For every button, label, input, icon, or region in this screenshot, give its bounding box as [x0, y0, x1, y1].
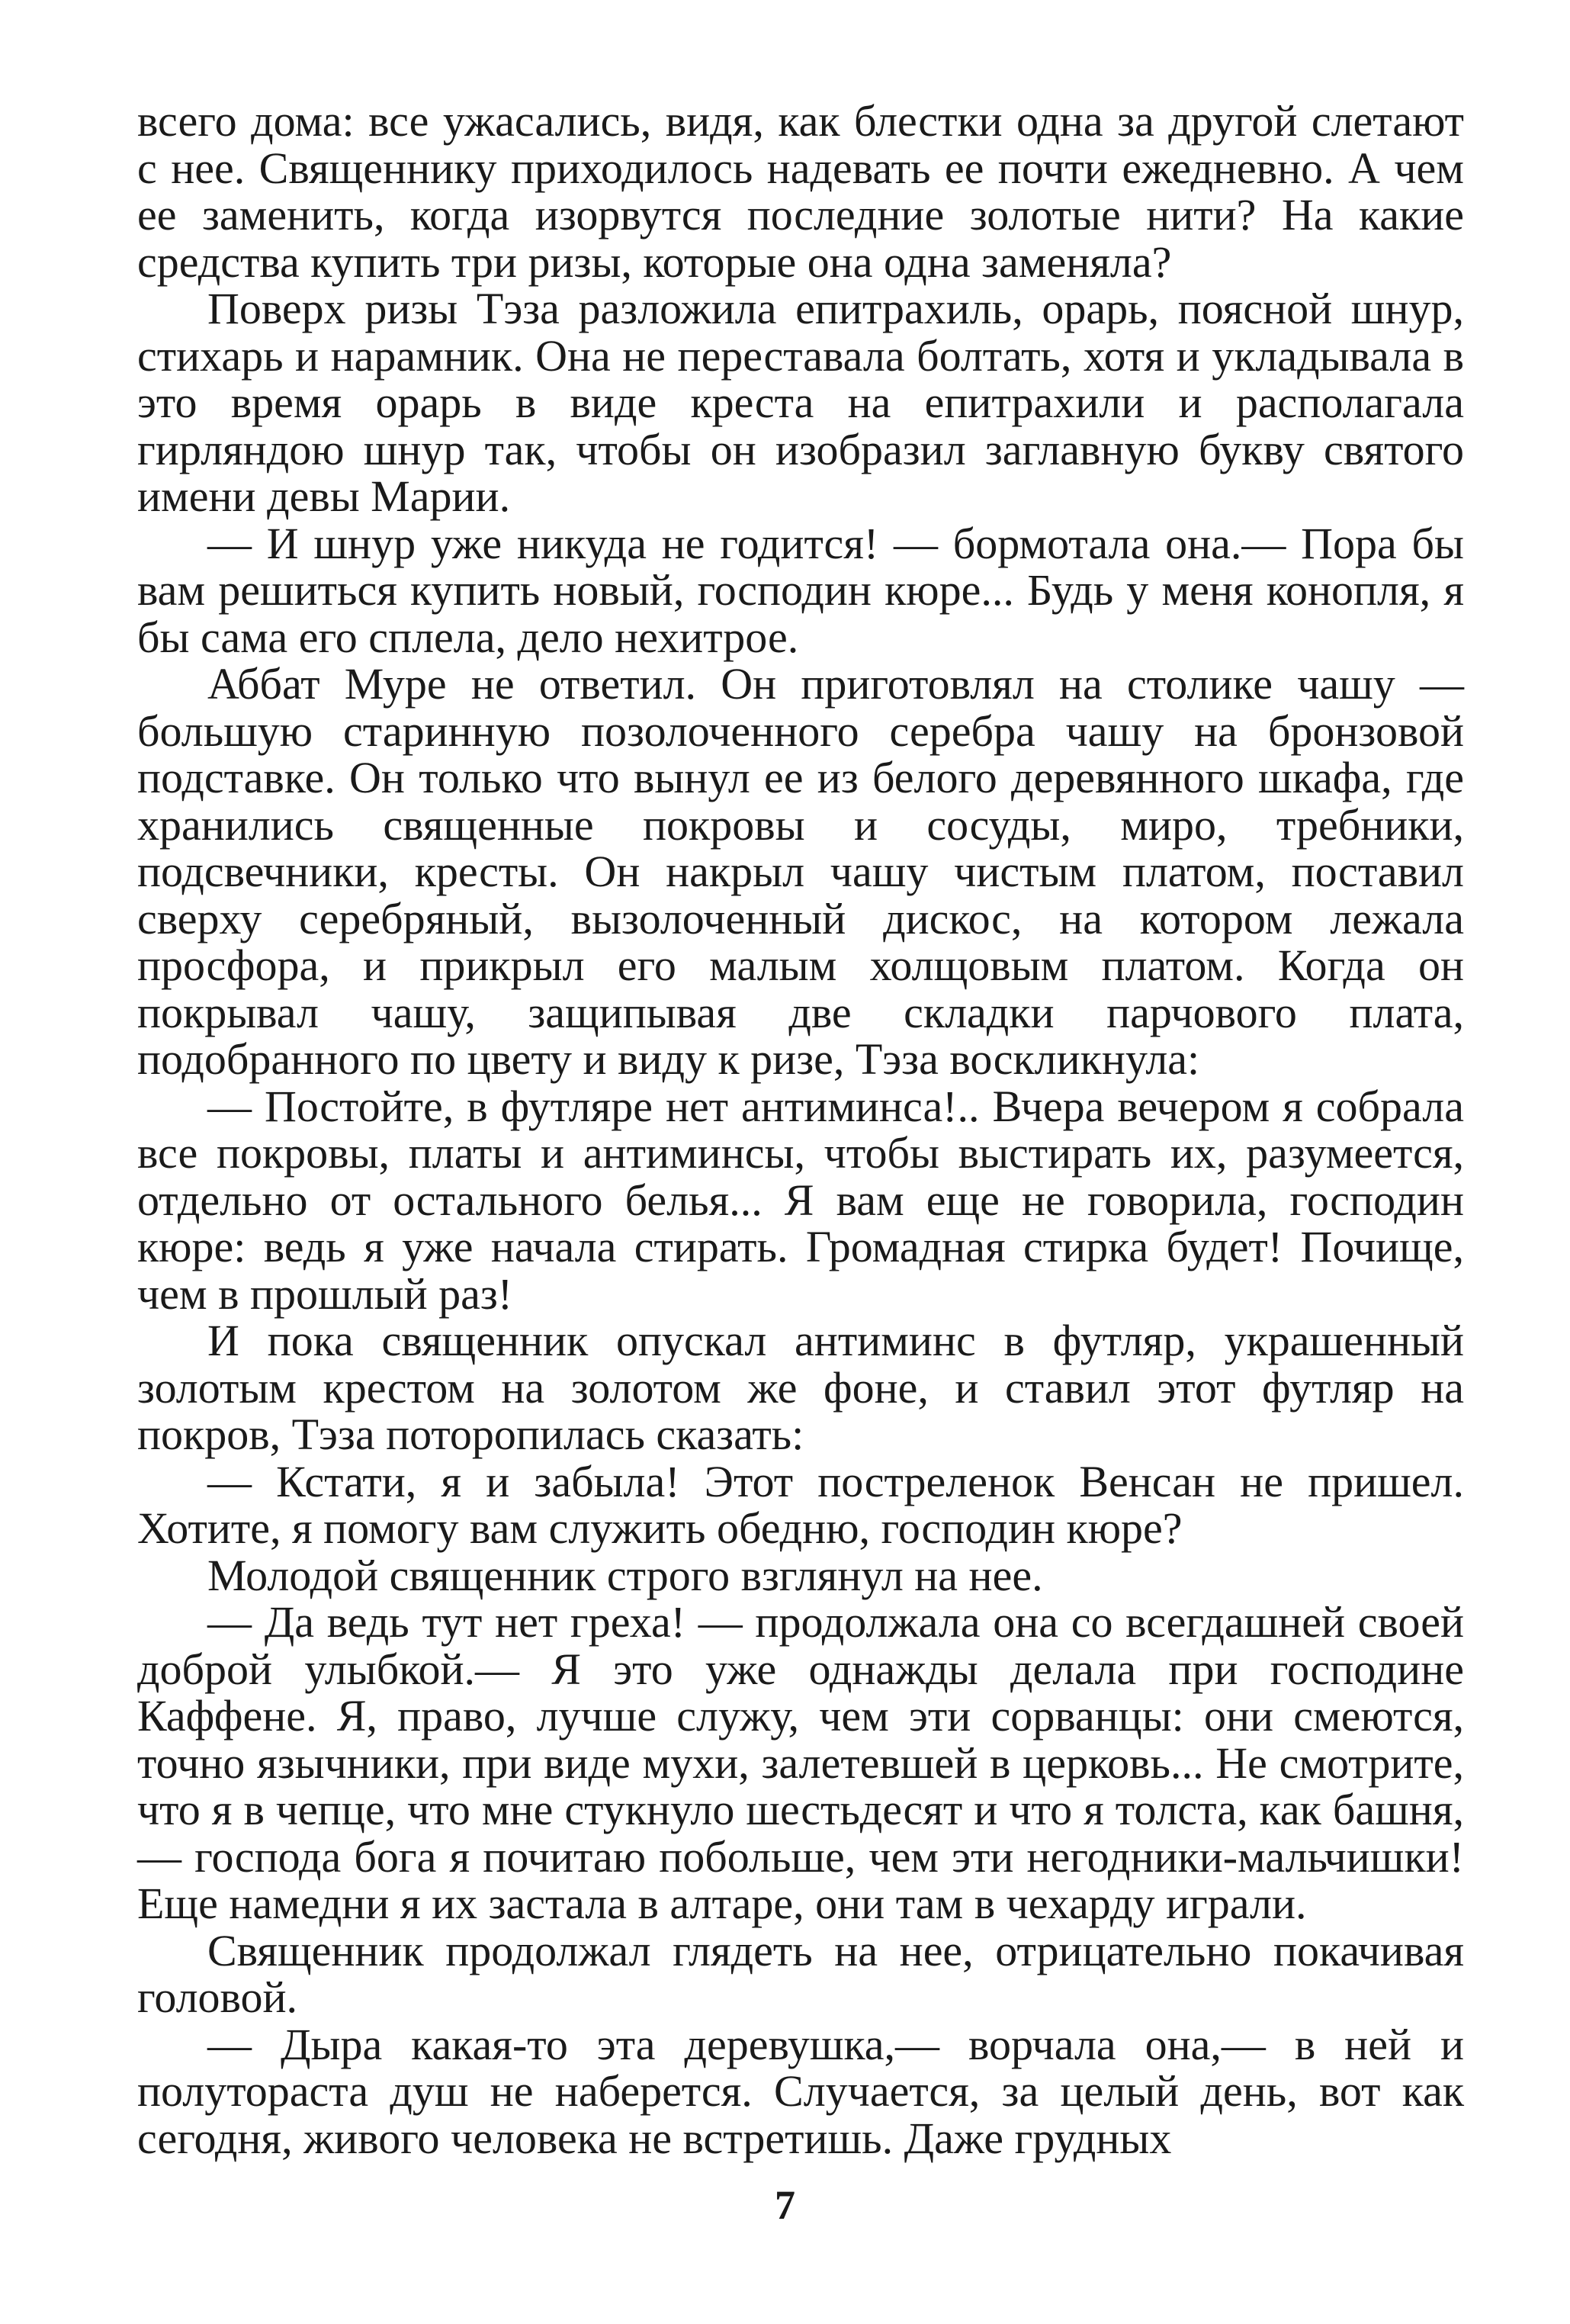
paragraph-3: — И шнур уже никуда не годится! — бормотала она.— Пора бы вам решиться купить новый, господин кюре... Будь у меня конопля, я бы сама его сплела, дело нехитрое. [137, 518, 1464, 662]
paragraph-1: всего дома: все ужасались, видя, как блестки одна за другой слетают с нее. Священнику приходилось надевать ее почти ежедневно. А чем ее заменить, когда изорвутся последние золотые нити? На какие средства купить три ризы, которые она одна заменяла? [137, 96, 1464, 287]
paragraph-10: Священник продолжал глядеть на нее, отрицательно покачивая головой. [137, 1925, 1464, 2022]
paragraph-7: — Кстати, я и забыла! Этот постреленок Венсан не пришел. Хотите, я помогу вам служить обедню, господин кюре? [137, 1456, 1464, 1553]
paragraph-2: Поверх ризы Тэза разложила епитрахиль, орарь, поясной шнур, стихарь и нарамник. Она не переставала болтать, хотя и укладывала в это время орарь в виде креста на епитрахили и располагала гирляндою шнур так, чтобы он изобразил заглавную букву святого имени девы Марии. [137, 284, 1464, 521]
page-body [137, 98, 1464, 2162]
paragraph-4: Аббат Муре не ответил. Он приготовлял на столике чашу — большую старинную позолоченного серебра чашу на бронзовой подставке. Он только что вынул ее из белого деревянного шкафа, где хранились священные покровы и сосуды, миро, требники, подсвечники, кресты. Он накрыл чашу чистым платом, поставил сверху серебряный, вызолоченный дискос, на котором лежала просфора, и прикрыл его малым холщовым платом. Когда он покрывал чашу, защипывая две складки парчового плата, подобранного по цвету и виду к ризе, Тэза воскликнула: [137, 659, 1464, 1084]
paragraph-9: — Да ведь тут нет греха! — продолжала она со всегдашней своей доброй улыбкой.— Я это уже однажды делала при господине Каффене. Я, право, лучше служу, чем эти сорванцы: они смеются, точно язычники, при виде мухи, залетевшей в церковь... Не смотрите, что я в чепце, что мне стукнуло шестьдесят и что я толста, как башня,— господа бога я почитаю побольше, чем эти негодники-мальчишки! Еще намедни я их застала в алтаре, они там в чехарду играли. [137, 1597, 1464, 1928]
paragraph-8: Молодой священник строго взглянул на нее. [207, 1550, 1043, 1600]
paragraph-5: — Постойте, в футляре нет антиминса!.. Вчера вечером я собрала все покровы, платы и антиминсы, чтобы выстирать их, разумеется, отдельно от остального белья... Я вам еще не говорила, господин кюре: ведь я уже начала стирать. Громадная стирка будет! Почище, чем в прошлый раз! [137, 1081, 1464, 1319]
paragraph-11: — Дыра какая-то эта деревушка,— ворчала она,— в ней и полутораста душ не наберется. Случается, за целый день, вот как сегодня, живого человека не встретишь. Даже грудных [137, 2019, 1464, 2163]
page-number: 7 [775, 2182, 795, 2228]
paragraph-6: И пока священник опускал антиминс в футляр, украшенный золотым крестом на золотом же фоне, и ставил этот футляр на покров, Тэза поторопилась сказать: [137, 1316, 1464, 1459]
